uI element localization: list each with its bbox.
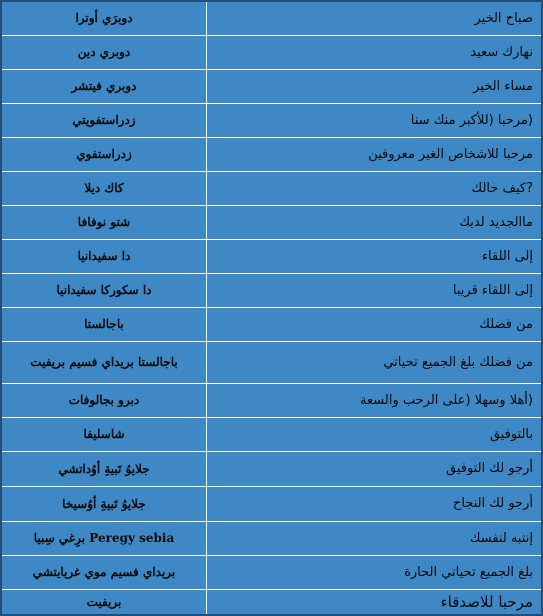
phrase-cell: أرجو لك التوفيق (207, 451, 543, 486)
table-row (1, 171, 542, 205)
phrase-cell: صباح الخير (207, 1, 543, 35)
table-row (1, 555, 542, 589)
table-row (1, 451, 542, 486)
table-row (1, 486, 542, 521)
transliteration-cell: زدراستفوي (1, 137, 207, 171)
transliteration-cell: دوبرَي أوترا (1, 1, 207, 35)
transliteration-cell: دبرو بجالوفات (1, 383, 207, 417)
phrase-cell: ?كيف حالك (207, 171, 543, 205)
transliteration-cell: بريداي فسيم موي غريايتشي (1, 555, 207, 589)
phrase-cell: مرحبا للاصدقاء (207, 589, 543, 615)
transliteration-cell: دوبري فيتشر (1, 69, 207, 103)
table-row (1, 137, 542, 171)
transliteration-cell: شاسليفا (1, 417, 207, 451)
table-row (1, 205, 542, 239)
phrase-cell: مساء الخير (207, 69, 543, 103)
transliteration-cell: دا سفيدانيا (1, 239, 207, 273)
transliteration-cell: باجالستا بريداي فسيم بريفيت (1, 341, 207, 383)
table-row (1, 69, 542, 103)
phrase-cell: بالتوفيق (207, 417, 543, 451)
table-row (1, 1, 542, 35)
phrase-cell: إلى اللقاء (207, 239, 543, 273)
phrase-cell: إلى اللقاء قريبا (207, 273, 543, 307)
phrasebook-body (1, 1, 542, 615)
transliteration-cell: كاك ديلا (1, 171, 207, 205)
transliteration-cell: جلايوُ تَبيةِ أوُداتشي (1, 451, 207, 486)
phrase-cell: ماالجديد لديك (207, 205, 543, 239)
table-row (1, 417, 542, 451)
table-row (1, 35, 542, 69)
table-row (1, 273, 542, 307)
transliteration-cell: باجالستا (1, 307, 207, 341)
phrase-cell: من فضلك (207, 307, 543, 341)
transliteration-cell: دوبري دين (1, 35, 207, 69)
phrase-cell: من فضلك بلغ الجميع تحياتي (207, 341, 543, 383)
phrase-cell: (أهلا وسهلا (على الرحب والسعة (207, 383, 543, 417)
table-row (1, 307, 542, 341)
table-row (1, 103, 542, 137)
phrase-cell: مرحبا للاشخاص الغير معروفين (207, 137, 543, 171)
phrase-cell: نهارك سعيد (207, 35, 543, 69)
transliteration-cell: جلايوُ تَبيةِ أوُسيخا (1, 486, 207, 521)
table-row (1, 589, 542, 615)
transliteration-cell: زدراستفويتي (1, 103, 207, 137)
phrase-cell: بلغ الجميع تحياتي الحارة (207, 555, 543, 589)
table-row (1, 341, 542, 383)
table-row (1, 239, 542, 273)
phrase-cell: (مرحبا (للأكبر منك سنا (207, 103, 543, 137)
phrase-cell: أرجو لك النجاح (207, 486, 543, 521)
transliteration-cell: دا سكوركا سفيدانيا (1, 273, 207, 307)
transliteration-cell: Peregy sebia برِغي سِبيا (1, 521, 207, 555)
table-row (1, 521, 542, 555)
transliteration-cell: بريفيت (1, 589, 207, 615)
phrase-cell: إنتبه لنفسك (207, 521, 543, 555)
transliteration-cell: شتو نوفافا (1, 205, 207, 239)
table-row (1, 383, 542, 417)
